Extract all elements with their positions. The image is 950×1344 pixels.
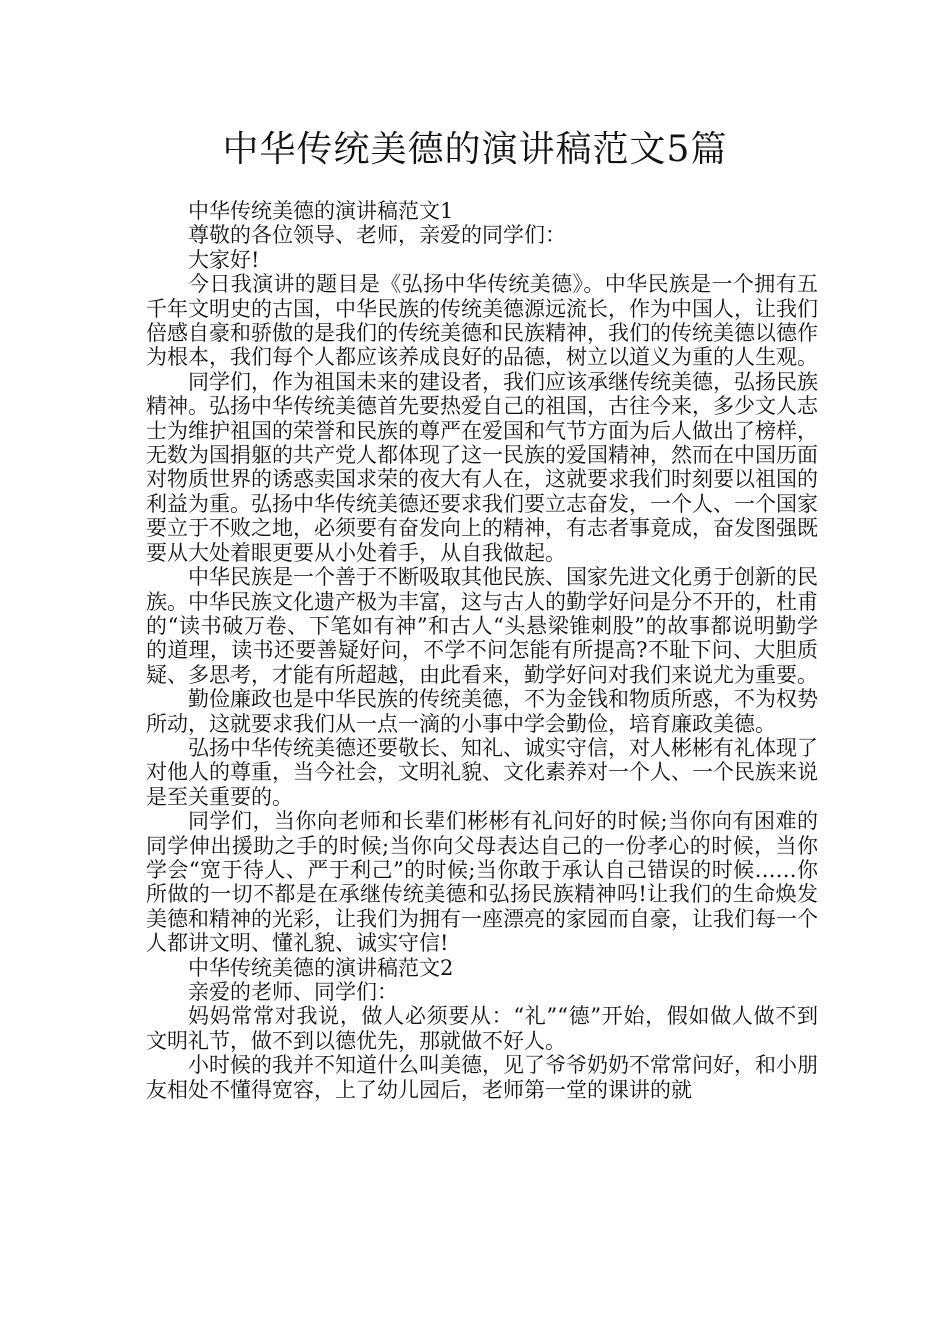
section-heading-1: 中华传统美德的演讲稿范文1 (188, 199, 454, 223)
document-body (146, 199, 818, 1102)
paragraph: 中华民族是一个善于不断吸取其他民族、国家先进文化勇于创新的民族。中华民族文化遗产极为丰富，这与古人的勤学好问是分不开的，杜甫的“读书破万卷、下笔如有神”和古人“头悬梁锥刺股”的故事都说明勤学的道理，读书还要善疑好问，不学不问怎能有所提高?不耻下问、大胆质疑、多思考，才能有所超越，由此看来，勤学好问对我们来说尤为重要。 (146, 565, 818, 687)
paragraph: 今日我演讲的题目是《弘扬中华传统美德》。中华民族是一个拥有五千年文明史的古国，中华民族的传统美德源远流长，作为中国人，让我们倍感自豪和骄傲的是我们的传统美德和民族精神，我们的传统美德以德作为根本，我们每个人都应该养成良好的品德，树立以道义为重的人生观。 (146, 272, 818, 370)
paragraph: 弘扬中华传统美德还要敬长、知礼、诚实守信，对人彬彬有礼体现了对他人的尊重，当今社会，文明礼貌、文化素养对一个人、一个民族来说是至关重要的。 (146, 735, 818, 809)
document-title: 中华传统美德的演讲稿范文5篇 (222, 129, 728, 170)
paragraph: 勤俭廉政也是中华民族的传统美德，不为金钱和物质所惑，不为权势所动，这就要求我们从一点一滴的小事中学会勤俭，培育廉政美德。 (146, 687, 818, 736)
salutation: 尊敬的各位领导、老师，亲爱的同学们： (188, 223, 566, 248)
salutation: 亲爱的老师、同学们： (188, 980, 398, 1004)
greeting: 大家好! (188, 247, 260, 272)
paragraph: 同学们，当你向老师和长辈们彬彬有礼问好的时候;当你向有困难的同学伸出援助之手的时候;当你向父母表达自己的一份孝心的时候，当你学会“宽于待人、严于利己”的时候;当你敢于承认自己错误的时候……你所做的一切不都是在承继传统美德和弘扬民族精神吗!让我们的生命焕发美德和精神的光彩，让我们为拥有一座漂亮的家园而自豪，让我们每一个人都讲文明、懂礼貌、诚实守信! (146, 809, 818, 956)
paragraph: 妈妈常常对我说，做人必须要从：“礼”“德”开始，假如做人做不到文明礼节，做不到以德优先，那就做不好人。 (146, 1004, 818, 1053)
paragraph: 同学们，作为祖国未来的建设者，我们应该承继传统美德，弘扬民族精神。弘扬中华传统美德首先要热爱自己的祖国，古往今来，多少文人志士为维护祖国的荣誉和民族的尊严在爱国和气节方面为后人做出了榜样，无数为国捐躯的共产党人都体现了这一民族的爱国精神，然而在中国历面对物质世界的诱惑卖国求荣的夜大有人在，这就要求我们时刻要以祖国的利益为重。弘扬中华传统美德还要求我们要立志奋发，一个人、一个国家要立于不败之地，必须要有奋发向上的精神，有志者事竟成，奋发图强既要从大处着眼更要从小处着手，从自我做起。 (146, 369, 818, 565)
paragraph: 小时候的我并不知道什么叫美德，见了爷爷奶奶不常常问好，和小朋友相处不懂得宽容，上了幼儿园后，老师第一堂的课讲的就 (146, 1053, 818, 1102)
section-heading-2: 中华传统美德的演讲稿范文2 (188, 955, 454, 980)
